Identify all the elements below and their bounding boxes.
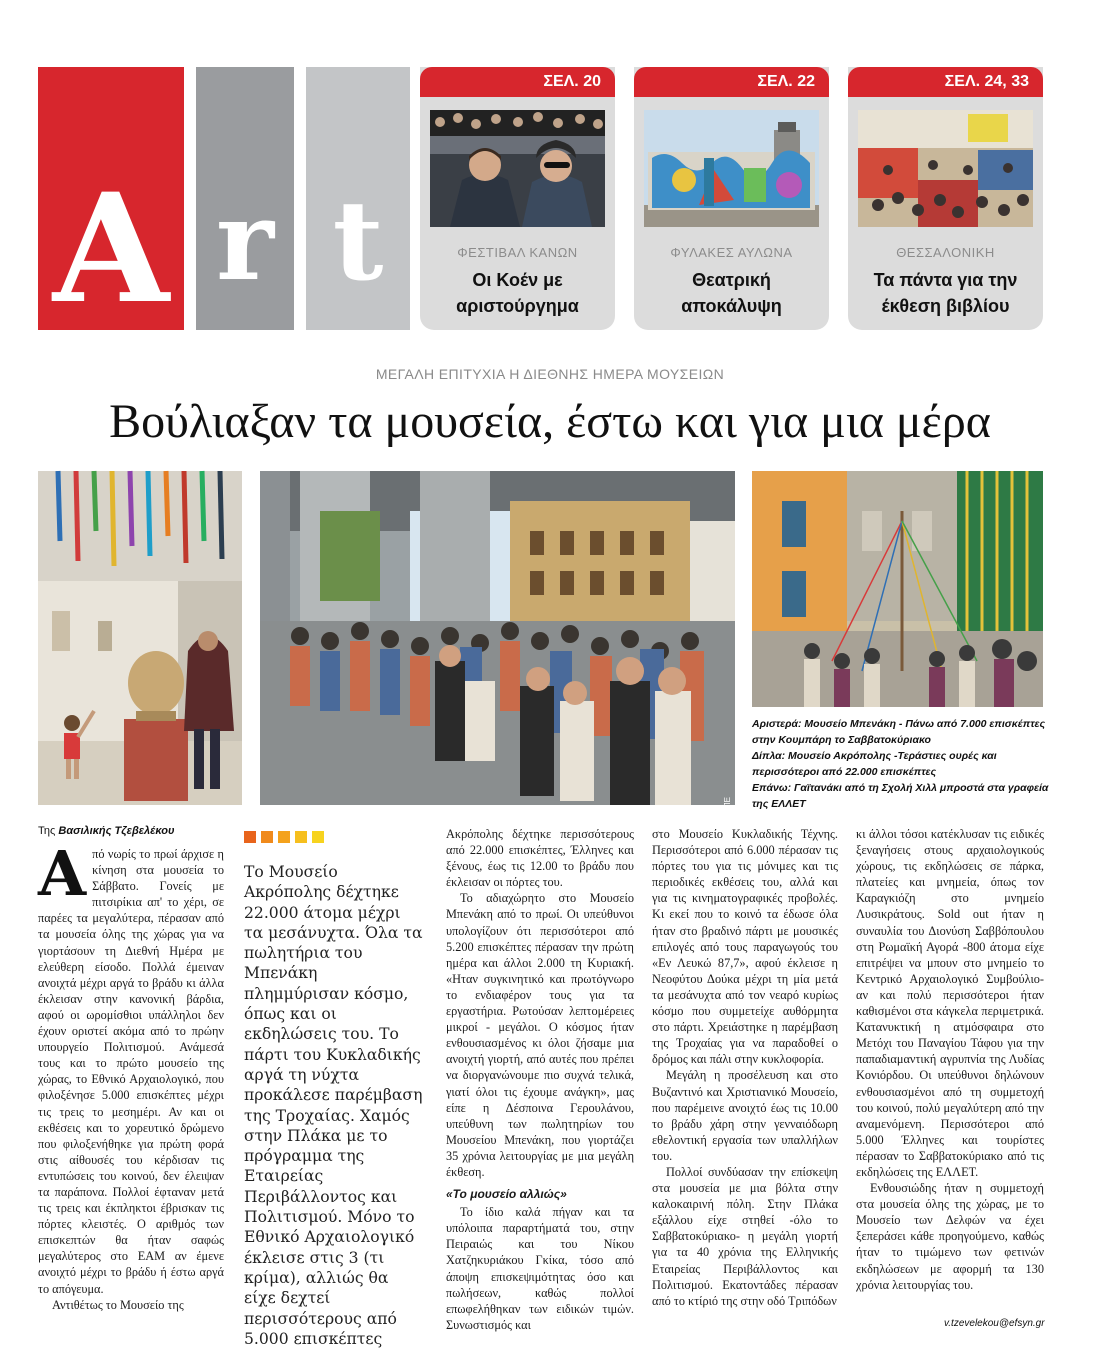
logo-r-glyph: r xyxy=(216,176,274,305)
column-3-text-a: Ακρόπολης δέχτηκε περισσότερους από 22.000 επισκέπτες, Έλληνες και ξένους, έως τις 12.00 το βράδυ που έκλεισαν οι πόρτες του. xyxy=(446,827,634,890)
column-5-text-b: Ενθουσιώδης ήταν η συμμετοχή στα μουσεία όλης της χώρας, με το Μουσείο των Δελφών να έχει ξεπεράσει κάθε προηγούμενο, καθώς ήταν το τιμώμενο των φετινών εκδηλώσεων με αφορμή τα 130 χρόνια λειτουργίας του. xyxy=(856,1181,1044,1292)
teaser-book-fair[interactable] xyxy=(848,67,1043,330)
teaser-photo-coen-brothers xyxy=(430,110,605,227)
decorative-squares xyxy=(244,830,329,848)
logo-letter-a xyxy=(38,67,184,337)
square-2 xyxy=(261,831,273,843)
article-column-3 xyxy=(446,826,634,1333)
logo-letter-r xyxy=(196,67,294,330)
caption-line: Επάνω: Γαϊτανάκι από τη Σχολή Χιλλ μπροστά στα γραφεία xyxy=(752,782,1049,794)
square-1 xyxy=(244,831,256,843)
teaser-page-label: ΣΕΛ. 22 xyxy=(634,67,829,97)
column-5-text-a: κι άλλοι τόσοι κατέκλυσαν τις ειδικές ξεναγήσεις στους αρχαιολογικούς χώρους, τις εκδηλώσεις σε πάρκα, πλατείες και μνημεία, όπως τον Καραγκιόζη στο μνημείο Λυσικράτους. Sold out ήταν η συναυλία του Διονύση Σαββόπουλου στη Ρωμαϊκή Αγορά -800 άτομα είχε επιτρέψει να μπουν στο μνημείο το Κεντρικό Αρχαιολογικό Συμβούλιο- αν και πολύ περισσότεροι ήταν καθισμένοι στα κάγκελα περιμετρικά. Κατανυκτική η ατμόσφαιρα στο Μετόχι του Παναγίου Τάφου για την παπαδιαμαντική αγρυπνία της Λυδίας Κονιόρδου. Οι υπεύθυνοι δηλώνουν ενθουσιασμένοι από τη συμμετοχή του κοινού, πολύ μεγαλύτερη από την αναμενόμενη. Περισσότεροι από 5.000 Έλληνες και τουρίστες πέρασαν το Σαββατοκύριακο από τις εκδηλώσεις της ΕΛΛΕΤ. xyxy=(856,827,1044,1179)
column-3-subhead: «Το μουσείο αλλιώς» xyxy=(446,1187,567,1202)
photo-credit: ΑΠΕ xyxy=(723,797,732,814)
article-lead: Το Μουσείο Ακρόπολης δέχτηκε 22.000 άτομα μέχρι τα μεσάνυχτα. Όλα τα πωλητήρια του Μπενάκη πλημμύρισαν κόσμο, όπως και οι εκδηλώσεις του. Το πάρτι του Κυκλαδικής αργά τη νύχτα προκάλεσε παρέμβαση της Τροχαίας. Χαμός στην Πλάκα με το πρόγραμμα της Εταιρείας Περιβάλλοντος και Πολιτισμού. Μόνο το Εθνικό Αρχαιολογικό έκλεισε στις 3 (τι κρίμα), αλλιώς θα είχε δεχτεί περισσότερους από 5.000 επισκέπτες xyxy=(244,863,423,1348)
column-4-text-c: Πολλοί συνδύασαν την επίσκεψη στα μουσεία με μια βόλτα στην καλοκαιρινή πόλη. Στην Πλάκα εξάλλου είχε στηθεί -όλο το Σαββατοκύριακο- η μεγάλη γιορτή για τα 40 χρόνια της Ελληνικής Εταιρείας Περιβάλλοντος και Πολιτισμού. Εκατοντάδες πέρασαν από το κτίριό της στην οδό Τριπόδων xyxy=(652,1164,838,1308)
byline xyxy=(38,825,174,837)
teaser-kicker: ΦΕΣΤΙΒΑΛ ΚΑΝΩΝ xyxy=(457,245,578,260)
caption-line: περισσότεροι από 22.000 επισκέπτες xyxy=(752,766,937,778)
teaser-page-label: ΣΕΛ. 24, 33 xyxy=(848,67,1043,97)
photo-benaki-museum xyxy=(38,471,242,805)
drop-cap: Α xyxy=(38,837,87,910)
article-headline: Βούλιαξαν τα μουσεία, έστω και για μια μέρα xyxy=(109,395,991,448)
column-3-text-c: Το ίδιο καλά πήγαν και τα υπόλοιπα παραρτήματά του, στην Πειραιώς και του Νίκου Χατζηκυριάκου Γκίκα, τόσο από άποψη επισκεψιμότητας όσο και πωλήσεων, καθώς πολλοί επωφελήθηκαν των ειδικών τιμών. Συνωστισμός και xyxy=(446,1205,634,1332)
author-email[interactable]: v.tzevelekou@efsyn.gr xyxy=(944,1318,1045,1329)
teaser-photo-prison-mural xyxy=(644,110,819,227)
caption-line: της ΕΛΛΕΤ xyxy=(752,798,806,810)
square-4 xyxy=(295,831,307,843)
article-supra-title: ΜΕΓΑΛΗ ΕΠΙΤΥΧΙΑ Η ΔΙΕΘΝΗΣ ΗΜΕΡΑ ΜΟΥΣΕΙΩΝ xyxy=(375,366,725,382)
article-column-5 xyxy=(856,826,1044,1293)
logo-letter-t xyxy=(306,67,410,330)
caption-line: Δίπλα: Μουσείο Ακρόπολης -Τεράστιες ουρές και xyxy=(752,750,997,762)
teaser-page-label: ΣΕΛ. 20 xyxy=(420,67,615,97)
photo-caption xyxy=(752,716,1048,812)
logo-a-glyph: A xyxy=(52,161,170,337)
caption-line: Αριστερά: Μουσείο Μπενάκη - Πάνω από 7.000 επισκέπτες xyxy=(752,718,1046,730)
teaser-photo-book-fair xyxy=(858,110,1033,227)
teaser-avlona[interactable] xyxy=(634,67,829,330)
teaser-title: Οι Κοέν με αριστούργημα xyxy=(456,270,579,316)
photo-plaka-maypole xyxy=(752,471,1043,707)
teaser-coen[interactable] xyxy=(420,67,615,330)
photo-acropolis-museum-queue xyxy=(260,471,735,814)
square-3 xyxy=(278,831,290,843)
teaser-kicker: ΦΥΛΑΚΕΣ ΑΥΛΩΝΑ xyxy=(670,245,793,260)
teaser-title: Τα πάντα για την έκθεση βιβλίου xyxy=(873,270,1018,316)
article-column-1 xyxy=(38,837,224,1313)
square-5 xyxy=(312,831,324,843)
teaser-title: Θεατρική αποκάλυψη xyxy=(681,270,782,316)
teaser-kicker: ΘΕΣΣΑΛΟΝΙΚΗ xyxy=(896,245,995,260)
column-1-tail: Αντιθέτως το Μουσείο της xyxy=(52,1297,184,1312)
column-4-text-a: στο Μουσείο Κυκλαδικής Τέχνης. Περισσότεροι από 6.000 πέρασαν τις πόρτες του για τις μόνιμες και τις περιοδικές εκθέσεις του, αλλά και για τις κινηματογραφικές προβολές. Κι εκεί που το κοινό τα έδωσε όλα ήταν στο βραδινό πάρτι με μουσικές επιλογές από τους παραγωγούς του «Εν Λευκώ 87,7», αφού έκλεισε η Νεοφύτου Δούκα μέχρι τη μία μετά τα μεσάνυχτα από τον νεαρό κυρίως κόσμο που συμμετείχε αυθόρμητα στο πάρτι. Χρειάστηκε η παρέμβαση της Τροχαίας για να παραδοθεί ο δρόμος και πάλι στην κυκλοφορία. xyxy=(652,827,838,1067)
logo-t-glyph: t xyxy=(332,176,384,305)
byline-author: Βασιλικής Τζεβελέκου xyxy=(58,825,175,837)
byline-prefix: Της xyxy=(38,825,56,837)
article-column-4 xyxy=(652,826,838,1309)
column-4-text-b: Μεγάλη η προσέλευση και στο Βυζαντινό και Χριστιανικό Μουσείο, που παρέμεινε ανοιχτό έως τις 10.00 το βράδυ χάρη στην γενναιόδωρη εθελοντική εργασία των υπαλλήλων του. xyxy=(652,1068,838,1163)
caption-line: στην Κουμπάρη το Σαββατοκύριακο xyxy=(752,734,931,746)
column-1-text: πό νωρίς το πρωί άρχισε η κίνηση στα μουσεία το Σάββατο. Γονείς με πιτσιρίκια απ' το χέρι, σε παρέες τα μεγαλύτερα, πέρασαν από τα μουσεία όλης της χώρας για να γιορτάσουν τη Διεθνή Ημέρα με ελεύθερη είσοδο. Πολλά έμειναν ανοιχτά μέχρι αργά το βράδυ κι άλλα έκλεισαν στην κανονική βάρδια, αφού οι ωρομίσθιοι υπάλληλοι δεν έχουν οριστεί ακόμα από το πρώην υπουργείο Πολιτισμού. Ανάμεσά τους και το πρώτο μουσείο της χώρας, το Εθνικό Αρχαιολογικό, που φιλοξένησε 5.000 επισκέπτες μέχρι τις τρεις το μεσημέρι. Αν και οι εκθέσεις και το χορευτικό δρώμενο που φιλοξενήθηκε για πρώτη φορά στις αίθουσές του κέρδισαν τις εντυπώσεις του κοινού, δεν έλειψαν τα παράπονα. Πολλοί έφταναν μετά τις τρεις και έκπληκτοι έβρισκαν τις πόρτες κλειστές. Ο αριθμός των επισκεπτών θα ήταν σαφώς μεγαλύτερος στο ΕΑΜ αν έμενε ανοιχτό μέχρι το βράδυ ή έστω αργά το απόγευμα. xyxy=(38,847,224,1296)
column-3-text-b: Το αδιαχώρητο στο Μουσείο Μπενάκη από το πρωί. Οι υπεύθυνοι υπολογίζουν ότι περισσότεροι από 5.200 επισκέπτες πέρασαν την πρώτη ημέρα και άλλοι 2.000 τη Κυριακή. «Ηταν συγκινητικό και πρωτόγνωρο το ενδιαφέρον τους για τα εργαστήρια. Ρωτούσαν λεπτομέρειες μικροί - μεγάλοι. Ο κόσμος ήταν ενθουσιασμένος κι όλοι ζήσαμε μια ανοιχτή γιορτή, από αυτές που πρέπει να διοργανώνουμε πιο συχνά τελικά, γιατί όλοι τις έχουμε ανάγκη», μας είπε η Δέσποινα Γερουλάνου, υπεύθυνη των πωλητηρίων του Μουσείου Μπενάκη, που γιορτάζει 35 χρόνια λειτουργίας με μια μεγάλη έκθεση. xyxy=(446,891,634,1179)
